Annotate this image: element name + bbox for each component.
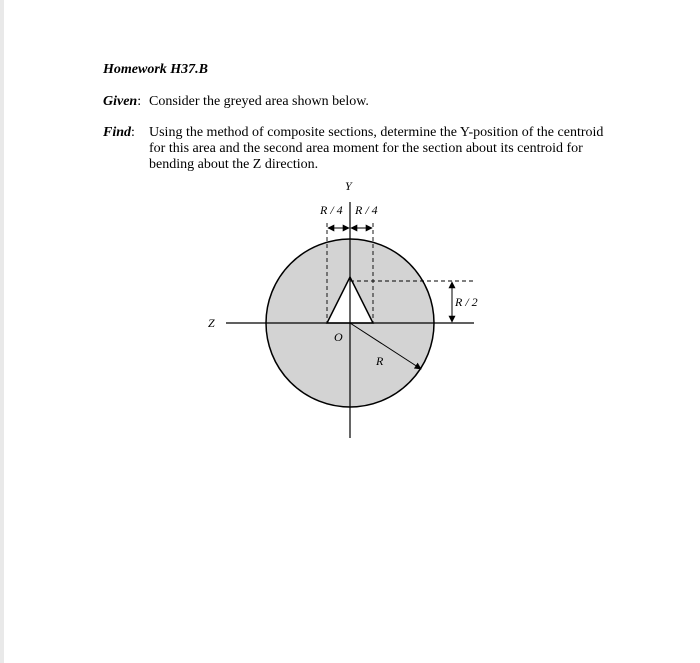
given-label: Given	[103, 94, 138, 109]
dim-left-label: R / 4	[320, 203, 343, 217]
given-label-row: Given:	[103, 94, 142, 109]
given-text: Consider the greyed area shown below.	[149, 94, 369, 109]
find-text: Using the method of composite sections, determine the Y-position of the centroid for this area and the second area moment for the section about its centroid for bending about the Z direction.	[149, 125, 604, 172]
homework-title: Homework H37.B	[103, 62, 209, 77]
origin-label: O	[334, 330, 343, 344]
dim-height-label: R / 2	[455, 295, 478, 309]
radius-label: R	[376, 354, 384, 368]
find-label: Find	[103, 125, 132, 140]
find-label-row: Find:	[103, 125, 135, 140]
z-axis-label: Z	[208, 316, 215, 330]
y-axis-label: Y	[345, 179, 352, 193]
dim-right-label: R / 4	[355, 203, 378, 217]
